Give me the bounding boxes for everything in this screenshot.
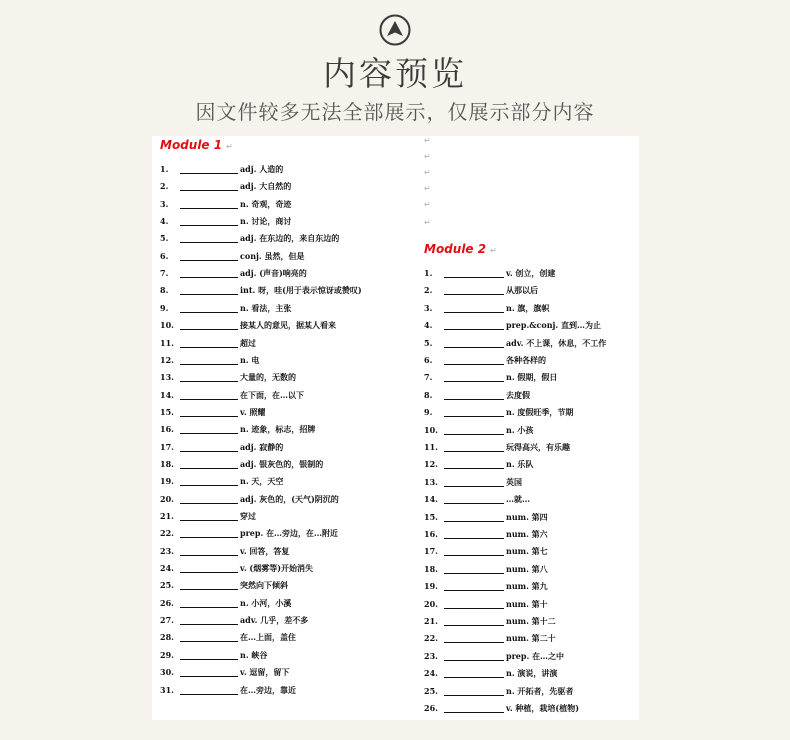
item-number: 16.	[424, 529, 438, 539]
answer-blank	[180, 433, 238, 434]
item-definition: num. 第二十	[506, 633, 556, 644]
item-definition: 在…上面，盖住	[240, 632, 296, 643]
paragraph-mark: ↵	[424, 152, 431, 161]
item-definition: adj. 银灰色的，银制的	[240, 458, 324, 469]
answer-blank	[180, 225, 238, 226]
item-definition: conj. 虽然，但是	[240, 250, 305, 261]
item-definition: num. 第四	[506, 511, 548, 522]
item-number: 26.	[160, 597, 174, 608]
answer-blank	[444, 538, 504, 539]
answer-blank	[180, 260, 238, 261]
item-definition: num. 第六	[506, 529, 548, 539]
item-number: 10.	[160, 320, 174, 331]
answer-blank	[180, 694, 238, 695]
item-definition: prep.&conj. 直到…为止	[506, 320, 601, 331]
item-definition: 各种各样的	[506, 355, 546, 365]
answer-blank	[444, 381, 504, 382]
item-definition: v. 照耀	[240, 406, 266, 417]
item-number: 5.	[160, 233, 169, 244]
item-number: 15.	[160, 406, 174, 417]
item-definition: adj. 在东边的，来自东边的	[240, 233, 340, 244]
answer-blank	[180, 277, 238, 278]
item-number: 24.	[160, 563, 174, 574]
item-definition: n. 峡谷	[240, 649, 268, 660]
answer-blank	[180, 503, 238, 504]
item-number: 3.	[160, 198, 169, 209]
item-number: 6.	[424, 355, 433, 365]
item-number: 11.	[160, 337, 174, 348]
item-number: 17.	[424, 546, 438, 557]
answer-blank	[180, 416, 238, 417]
item-definition: 接某人的意见，据某人看来	[240, 320, 336, 331]
answer-blank	[180, 294, 238, 295]
item-definition: adj. (声音)响亮的	[240, 268, 307, 279]
module1-title: Module 1	[160, 138, 223, 152]
item-number: 15.	[424, 511, 438, 522]
item-number: 22.	[160, 528, 174, 539]
answer-blank	[180, 190, 238, 191]
paragraph-mark: ↵	[226, 142, 233, 151]
answer-blank	[180, 364, 238, 365]
item-number: 1.	[424, 268, 433, 278]
answer-blank	[180, 537, 238, 538]
item-number: 11.	[424, 442, 438, 452]
item-number: 25.	[160, 580, 174, 591]
answer-blank	[444, 677, 504, 678]
answer-blank	[180, 676, 238, 677]
item-number: 21.	[424, 616, 438, 626]
item-definition: 玩得高兴，有乐趣	[506, 442, 570, 452]
answer-blank	[444, 347, 504, 348]
answer-blank	[180, 381, 238, 382]
module2-heading	[424, 242, 497, 256]
document-preview	[152, 136, 639, 720]
answer-blank	[444, 451, 504, 452]
answer-blank	[444, 712, 504, 713]
item-definition: 在…旁边，靠近	[240, 684, 296, 695]
item-definition: v. 回答，答复	[240, 545, 290, 556]
answer-blank	[444, 364, 504, 365]
item-number: 10.	[424, 424, 438, 435]
paragraph-mark: ↵	[424, 168, 431, 177]
item-number: 4.	[160, 216, 169, 227]
item-definition: n. 小河，小溪	[240, 597, 292, 608]
item-definition: 在下面，在…以下	[240, 389, 304, 400]
item-number: 26.	[424, 703, 438, 713]
item-number: 24.	[424, 668, 438, 679]
item-number: 21.	[160, 511, 174, 521]
item-definition: n. 迹象，标志，招牌	[240, 424, 316, 435]
item-number: 7.	[160, 268, 169, 279]
answer-blank	[180, 641, 238, 642]
item-number: 18.	[160, 458, 174, 469]
item-number: 9.	[424, 407, 433, 418]
answer-blank	[180, 589, 238, 590]
item-number: 23.	[424, 650, 438, 661]
answer-blank	[444, 608, 504, 609]
item-definition: adj. 人造的	[240, 164, 284, 174]
item-definition: 超过	[240, 337, 256, 348]
answer-blank	[444, 399, 504, 400]
item-definition: num. 第十	[506, 598, 548, 609]
item-definition: n. 小孩	[506, 424, 534, 435]
answer-blank	[444, 329, 504, 330]
item-number: 8.	[424, 389, 433, 400]
item-definition: 突然向下倾斜	[240, 580, 288, 591]
item-definition: n. 天，天空	[240, 476, 284, 487]
item-number: 12.	[160, 354, 174, 365]
item-definition: adj. 大自然的	[240, 181, 292, 192]
answer-blank	[180, 399, 238, 400]
answer-blank	[444, 521, 504, 522]
item-number: 4.	[424, 320, 433, 331]
item-definition: int. 呀，哇(用于表示惊讶或赞叹)	[240, 285, 362, 296]
item-definition: adj. 灰色的，(天气)阴沉的	[240, 493, 339, 504]
item-definition: …就…	[506, 494, 530, 505]
answer-blank	[444, 660, 504, 661]
item-definition: n. 旗，旗帜	[506, 302, 550, 313]
item-number: 9.	[160, 302, 169, 313]
item-definition: 去度假	[506, 389, 530, 400]
item-number: 13.	[160, 372, 174, 383]
answer-blank	[444, 503, 504, 504]
item-definition: num. 第七	[506, 546, 548, 557]
answer-blank	[180, 607, 238, 608]
item-number: 31.	[160, 684, 174, 695]
item-definition: n. 看法，主张	[240, 302, 292, 313]
answer-blank	[180, 468, 238, 469]
answer-blank	[444, 416, 504, 417]
item-number: 14.	[424, 494, 438, 505]
answer-blank	[180, 242, 238, 243]
item-number: 2.	[160, 181, 169, 192]
item-number: 1.	[160, 164, 169, 174]
item-definition: adj. 寂静的	[240, 441, 284, 452]
item-definition: v. (烟雾等)开始消失	[240, 563, 313, 574]
paragraph-mark: ↵	[424, 218, 431, 227]
item-definition: prep. 在…旁边，在…附近	[240, 528, 339, 539]
answer-blank	[180, 485, 238, 486]
answer-blank	[180, 208, 238, 209]
page-subtitle: 因文件较多无法全部展示，仅展示部分内容	[195, 100, 595, 124]
item-definition: n. 奇观，奇迹	[240, 198, 292, 209]
answer-blank	[444, 642, 504, 643]
item-definition: num. 第十二	[506, 616, 556, 626]
item-definition: v. 创立，创建	[506, 268, 556, 278]
item-definition: n. 讨论，商讨	[240, 216, 292, 227]
item-definition: v. 逗留，留下	[240, 667, 290, 678]
item-number: 27.	[160, 615, 174, 626]
answer-blank	[444, 434, 504, 435]
answer-blank	[180, 173, 238, 174]
item-number: 6.	[160, 250, 169, 261]
item-number: 25.	[424, 685, 438, 696]
item-number: 7.	[424, 372, 433, 383]
answer-blank	[444, 294, 504, 295]
item-definition: n. 开拓者，先驱者	[506, 685, 574, 696]
answer-blank	[444, 625, 504, 626]
item-definition: n. 电	[240, 354, 260, 365]
item-number: 3.	[424, 302, 433, 313]
item-definition: n. 假期，假日	[506, 372, 558, 383]
paragraph-mark: ↵	[490, 246, 497, 255]
paragraph-mark: ↵	[424, 200, 431, 209]
item-definition: adv. 几乎，差不多	[240, 615, 309, 626]
answer-blank	[180, 520, 238, 521]
item-number: 8.	[160, 285, 169, 296]
answer-blank	[444, 590, 504, 591]
item-definition: adv. 不上课，休息，不工作	[506, 337, 607, 348]
item-number: 18.	[424, 563, 438, 574]
answer-blank	[180, 312, 238, 313]
answer-blank	[444, 312, 504, 313]
item-number: 5.	[424, 337, 433, 348]
paragraph-mark: ↵	[424, 184, 431, 193]
item-definition: 英国	[506, 476, 522, 487]
item-number: 13.	[424, 476, 438, 487]
module1-heading	[160, 138, 233, 152]
item-definition: prep. 在…之中	[506, 650, 565, 661]
item-definition: n. 度假旺季，节期	[506, 407, 574, 418]
item-definition: 从那以后	[506, 285, 538, 296]
item-number: 23.	[160, 545, 174, 556]
item-number: 20.	[424, 598, 438, 609]
answer-blank	[444, 277, 504, 278]
item-number: 16.	[160, 424, 174, 435]
item-number: 22.	[424, 633, 438, 644]
item-definition: v. 种植，栽培(植物)	[506, 703, 579, 713]
answer-blank	[444, 555, 504, 556]
scroll-up-icon	[379, 14, 411, 46]
item-number: 17.	[160, 441, 174, 452]
item-number: 29.	[160, 649, 174, 660]
item-definition: n. 演说，讲演	[506, 668, 558, 679]
item-number: 12.	[424, 459, 438, 470]
module2-title: Module 2	[424, 242, 487, 256]
answer-blank	[180, 451, 238, 452]
item-definition: 穿过	[240, 511, 256, 521]
answer-blank	[180, 624, 238, 625]
item-number: 2.	[424, 285, 433, 296]
answer-blank	[444, 695, 504, 696]
item-number: 19.	[160, 476, 174, 487]
item-number: 30.	[160, 667, 174, 678]
answer-blank	[180, 555, 238, 556]
answer-blank	[180, 659, 238, 660]
answer-blank	[444, 468, 504, 469]
answer-blank	[180, 347, 238, 348]
answer-blank	[444, 486, 504, 487]
item-number: 19.	[424, 581, 438, 592]
item-number: 28.	[160, 632, 174, 643]
page-title: 内容预览	[323, 54, 467, 93]
item-definition: 大量的，无数的	[240, 372, 296, 383]
item-definition: num. 第九	[506, 581, 548, 592]
item-definition: n. 乐队	[506, 459, 534, 470]
item-number: 14.	[160, 389, 174, 400]
item-definition: num. 第八	[506, 563, 548, 574]
item-number: 20.	[160, 493, 174, 504]
paragraph-mark: ↵	[424, 136, 431, 145]
answer-blank	[444, 573, 504, 574]
answer-blank	[180, 329, 238, 330]
answer-blank	[180, 572, 238, 573]
